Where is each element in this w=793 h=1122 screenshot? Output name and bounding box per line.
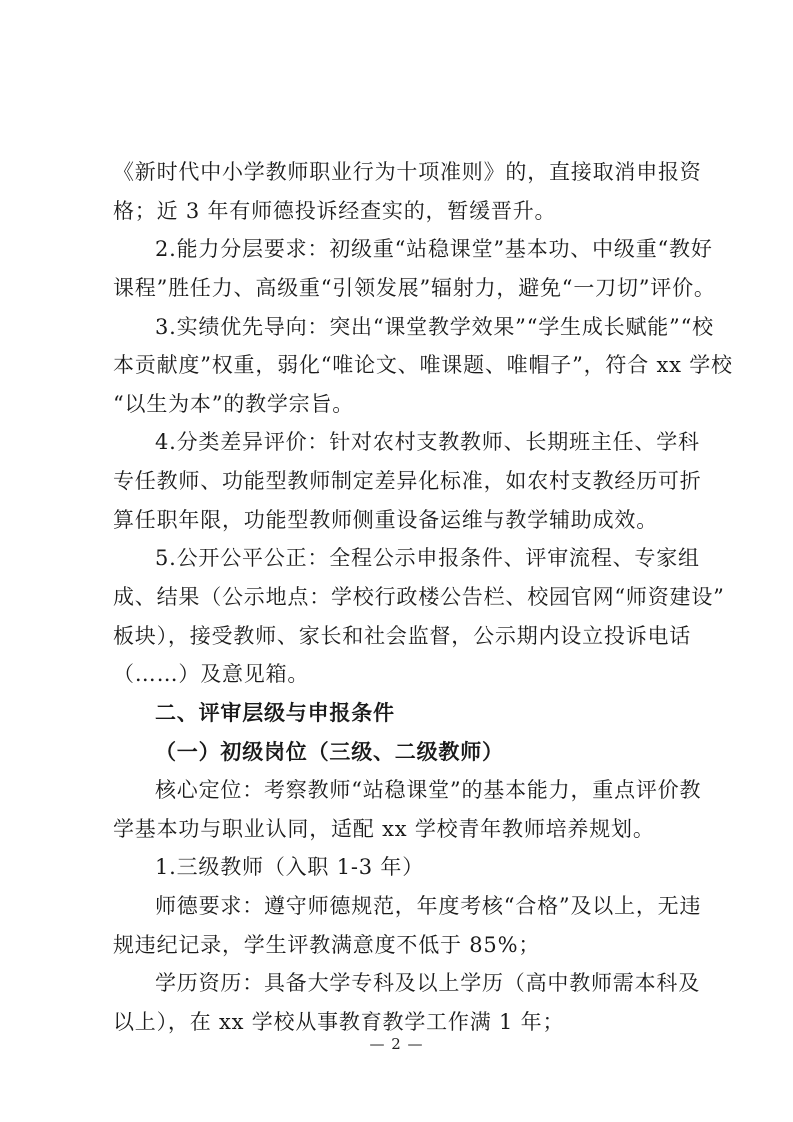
- item-heading: 1.三级教师（入职 1-3 年）: [155, 855, 425, 879]
- text-line: 5.公开公平公正：全程公示申报条件、评审流程、专家组: [155, 546, 700, 570]
- text-line: 师德要求：遵守师德规范，年度考核“合格”及以上，无违: [155, 894, 702, 918]
- section-heading: 二、评审层级与申报条件: [155, 700, 395, 725]
- text-line: （……）及意见箱。: [113, 662, 310, 686]
- text-line: 专任教师、功能型教师制定差异化标准，如农村支教经历可折: [113, 469, 702, 493]
- text-line: 以上），在 xx 学校从事教育教学工作满 1 年；: [113, 1010, 565, 1034]
- text-line: 板块），接受教师、家长和社会监督，公示期内设立投诉电话: [113, 624, 692, 648]
- text-line: 课程”胜任力、高级重“引领发展”辐射力，避免“一刀切”评价。: [113, 276, 716, 300]
- text-line: 核心定位：考察教师“站稳课堂”的基本能力，重点评价教: [155, 778, 702, 802]
- text-line: 2.能力分层要求：初级重“站稳课堂”基本功、中级重“教好: [155, 237, 713, 261]
- subsection-heading: （一）初级岗位（三级、二级教师）: [155, 739, 504, 764]
- text-line: 3.实绩优先导向：突出“课堂教学效果”“学生成长赋能”“校: [155, 315, 714, 339]
- text-line: 规违纪记录，学生评教满意度不低于 85%；: [113, 933, 541, 957]
- text-line: 学基本功与职业认同，适配 xx 学校青年教师培养规划。: [113, 817, 655, 841]
- page-number: — 2 —: [369, 1035, 424, 1053]
- text-line: 4.分类差异评价：针对农村支教教师、长期班主任、学科: [155, 430, 700, 454]
- text-line: 格；近 3 年有师德投诉经查实的，暂缓晋升。: [113, 199, 557, 223]
- text-line: 学历资历：具备大学专科及以上学历（高中教师需本科及: [155, 971, 700, 995]
- text-line: 成、结果（公示地点：学校行政楼公告栏、校园官网“师资建设”: [113, 585, 725, 609]
- text-line: 算任职年限，功能型教师侧重设备运维与教学辅助成效。: [113, 508, 658, 532]
- text-line: 本贡献度”权重，弱化“唯论文、唯课题、唯帽子”，符合 xx 学校: [113, 353, 733, 377]
- text-line: “以生为本”的教学宗旨。: [113, 392, 355, 416]
- text-line: 《新时代中小学教师职业行为十项准则》的，直接取消申报资: [113, 160, 702, 184]
